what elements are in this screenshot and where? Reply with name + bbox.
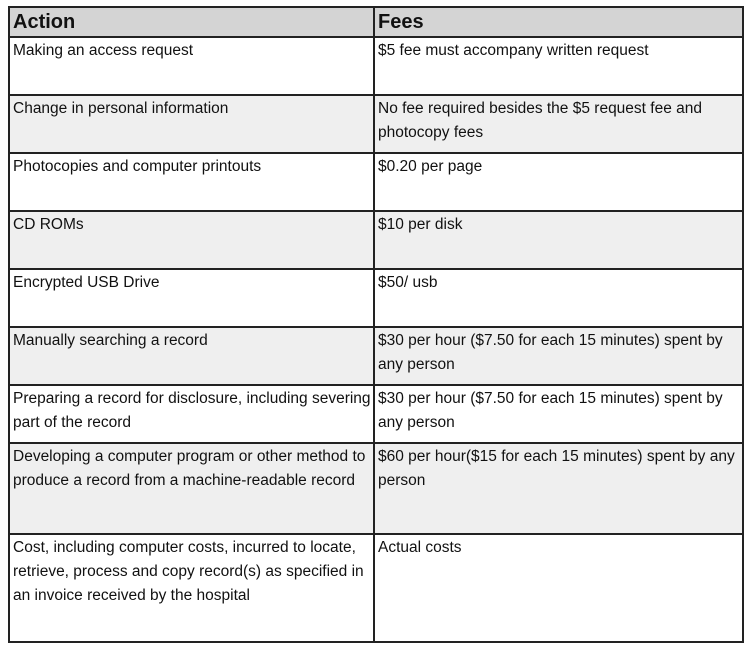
fee-cell: No fee required besides the $5 request fee and photocopy fees — [374, 95, 743, 153]
table-header-row — [9, 7, 743, 37]
fee-cell: $0.20 per page — [374, 153, 743, 211]
column-header-fees: Fees — [374, 7, 743, 37]
fee-cell: $50/ usb — [374, 269, 743, 327]
fees-table — [8, 6, 744, 643]
action-cell: Photocopies and computer printouts — [9, 153, 374, 211]
column-header-action: Action — [9, 7, 374, 37]
fee-cell: $30 per hour ($7.50 for each 15 minutes) spent by any person — [374, 385, 743, 443]
fee-cell: $60 per hour($15 for each 15 minutes) spent by any person — [374, 443, 743, 534]
table-row — [9, 534, 743, 642]
action-cell: Change in personal information — [9, 95, 374, 153]
action-cell: Cost, including computer costs, incurred to locate, retrieve, process and copy record(s) as specified in an invoice received by the hospital — [9, 534, 374, 642]
fee-cell: $10 per disk — [374, 211, 743, 269]
fee-cell: $5 fee must accompany written request — [374, 37, 743, 95]
action-cell: Manually searching a record — [9, 327, 374, 385]
table-row — [9, 269, 743, 327]
action-cell: Encrypted USB Drive — [9, 269, 374, 327]
fee-cell: Actual costs — [374, 534, 743, 642]
table-row — [9, 153, 743, 211]
action-cell: Making an access request — [9, 37, 374, 95]
table-row — [9, 37, 743, 95]
table-row — [9, 385, 743, 443]
table-row — [9, 327, 743, 385]
action-cell: Developing a computer program or other method to produce a record from a machine-readable record — [9, 443, 374, 534]
action-cell: Preparing a record for disclosure, including severing part of the record — [9, 385, 374, 443]
action-cell: CD ROMs — [9, 211, 374, 269]
table-row — [9, 443, 743, 534]
table-row — [9, 95, 743, 153]
table-row — [9, 211, 743, 269]
fee-cell: $30 per hour ($7.50 for each 15 minutes) spent by any person — [374, 327, 743, 385]
